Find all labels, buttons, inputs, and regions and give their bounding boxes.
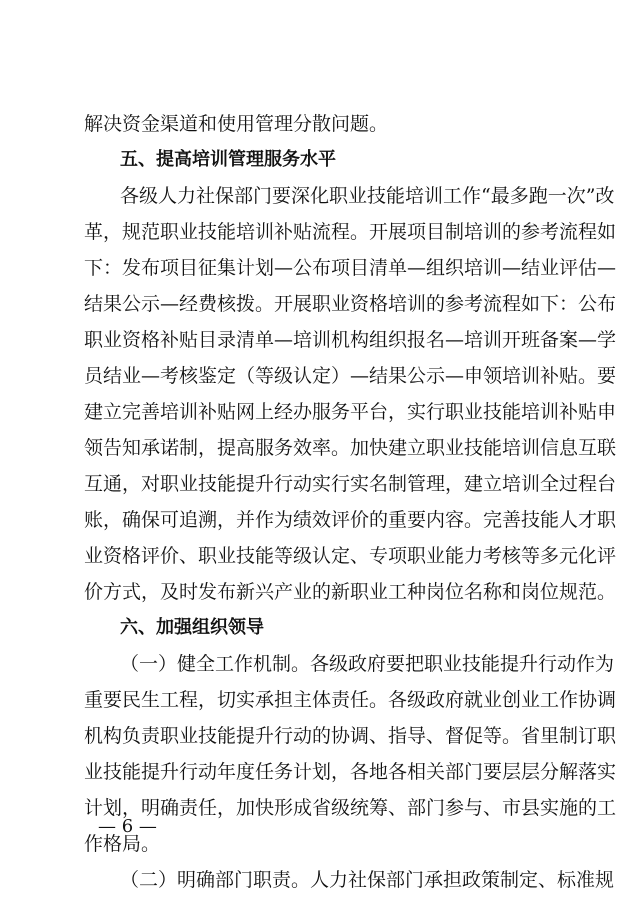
paragraph-line-4: 革，规范职业技能培训补贴流程。开展项目制培训的参考流程如 xyxy=(84,221,617,243)
section-heading-6: 六、加强组织领导 xyxy=(120,617,264,638)
paragraph-line-16: （一）健全工作机制。各级政府要把职业技能提升行动作为 xyxy=(120,653,615,675)
paragraph-line-13: 业资格评价、职业技能等级认定、专项职业能力考核等多元化评 xyxy=(84,545,617,567)
paragraph-line-10: 领告知承诺制，提高服务效率。加快建立职业技能培训信息互联 xyxy=(84,437,617,459)
paragraph-line-11: 互通，对职业技能提升行动实行实名制管理，建立培训全过程台 xyxy=(84,473,617,495)
paragraph-line-8: 员结业—考核鉴定（等级认定）—结果公示—申领培训补贴。要 xyxy=(84,365,617,387)
paragraph-line-3: 各级人力社保部门要深化职业技能培训工作“最多跑一次”改 xyxy=(120,185,615,207)
paragraph-line-1: 解决资金渠道和使用管理分散问题。 xyxy=(84,113,389,135)
paragraph-line-5: 下：发布项目征集计划—公布项目清单—组织培训—结业评估— xyxy=(84,257,617,279)
paragraph-line-22: （二）明确部门职责。人力社保部门承担政策制定、标准规 xyxy=(120,869,615,891)
paragraph-line-17: 重要民生工程，切实承担主体责任。各级政府就业创业工作协调 xyxy=(84,689,617,711)
paragraph-line-19: 业技能提升行动年度任务计划，各地各相关部门要层层分解落实 xyxy=(84,761,617,783)
paragraph-line-20: 计划，明确责任，加快形成省级统筹、部门参与、市县实施的工 xyxy=(84,797,617,819)
paragraph-line-7: 职业资格补贴目录清单—培训机构组织报名—培训开班备案—学 xyxy=(84,329,617,351)
paragraph-line-21: 作格局。 xyxy=(84,833,161,855)
section-heading-5: 五、提高培训管理服务水平 xyxy=(120,149,336,170)
paragraph-line-18: 机构负责职业技能提升行动的协调、指导、督促等。省里制订职 xyxy=(84,725,617,747)
page-number: — 6 — xyxy=(98,816,157,837)
paragraph-line-6: 结果公示—经费核拨。开展职业资格培训的参考流程如下：公布 xyxy=(84,293,617,315)
paragraph-line-12: 账，确保可追溯，并作为绩效评价的重要内容。完善技能人才职 xyxy=(84,509,617,531)
paragraph-line-14: 价方式，及时发布新兴产业的新职业工种岗位名称和岗位规范。 xyxy=(84,581,617,603)
paragraph-line-9: 建立完善培训补贴网上经办服务平台，实行职业技能培训补贴申 xyxy=(84,401,617,423)
